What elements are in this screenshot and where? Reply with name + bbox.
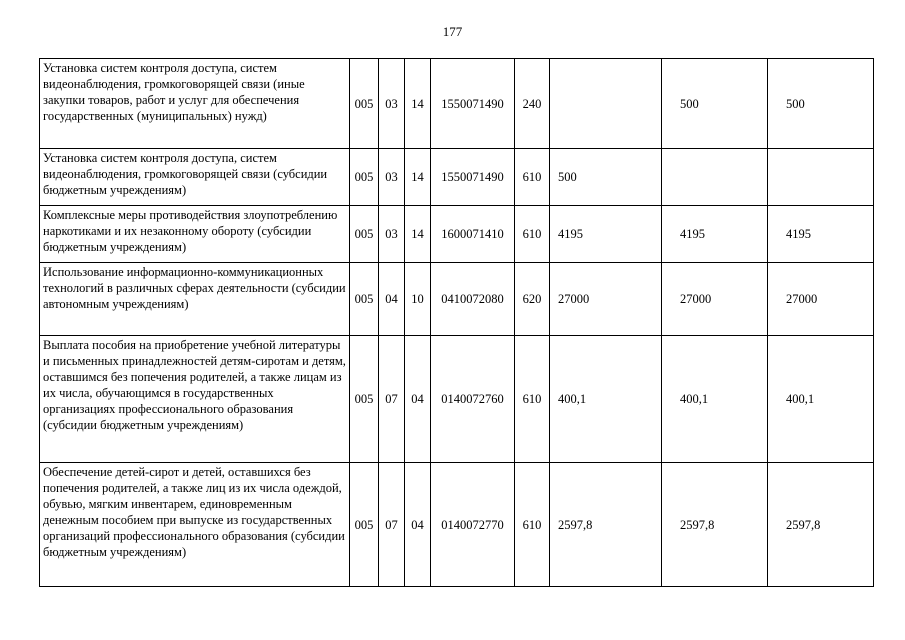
amount-year-3-cell: 2597,8 (768, 463, 874, 587)
section-code-cell: 04 (379, 263, 405, 336)
section-code-cell: 03 (379, 206, 405, 263)
subsection-code-cell: 10 (405, 263, 431, 336)
amount-year-2-cell: 400,1 (662, 336, 768, 463)
target-article-cell: 1550071490 (431, 149, 515, 206)
amount-year-3-cell (768, 149, 874, 206)
amount-year-3-cell: 27000 (768, 263, 874, 336)
row-description: Обеспечение детей-сирот и детей, оставшихся без попечения родителей, а также лиц из их числа одеждой, обувью, мягким инвентарем, единовременным денежным пособием при выпуске из государственных организаций профессионального образования (субсидии бюджетным учреждениям) (40, 463, 350, 587)
subsection-code-cell: 04 (405, 463, 431, 587)
subsection-code-cell: 14 (405, 59, 431, 149)
admin-code-cell: 005 (350, 336, 379, 463)
table-row (40, 463, 874, 587)
section-code-cell: 07 (379, 463, 405, 587)
expense-kind-cell: 610 (515, 463, 550, 587)
row-description: Установка систем контроля доступа, систем видеонаблюдения, громкоговорящей связи (иные закупки товаров, работ и услуг для обеспечения государственных (муниципальных) нужд) (40, 59, 350, 149)
amount-year-1-cell (550, 59, 662, 149)
amount-year-1-cell: 27000 (550, 263, 662, 336)
admin-code-cell: 005 (350, 59, 379, 149)
expense-kind-cell: 610 (515, 206, 550, 263)
section-code-cell: 03 (379, 149, 405, 206)
row-description: Установка систем контроля доступа, систем видеонаблюдения, громкоговорящей связи (субсидии бюджетным учреждениям) (40, 149, 350, 206)
amount-year-2-cell: 4195 (662, 206, 768, 263)
target-article-cell: 0410072080 (431, 263, 515, 336)
amount-year-2-cell: 500 (662, 59, 768, 149)
target-article-cell: 1600071410 (431, 206, 515, 263)
amount-year-2-cell: 27000 (662, 263, 768, 336)
admin-code-cell: 005 (350, 463, 379, 587)
row-description: Комплексные меры противодействия злоупотреблению наркотиками и их незаконному обороту (субсидии бюджетным учреждениям) (40, 206, 350, 263)
amount-year-1-cell: 500 (550, 149, 662, 206)
table-row (40, 263, 874, 336)
row-description: Выплата пособия на приобретение учебной литературы и письменных принадлежностей детям-сиротам и детям, оставшимся без попечения родителей, а также лицам из их числа, обучающимся в государственных организациях профессионального образования (субсидии бюджетным учреждениям) (40, 336, 350, 463)
section-code-cell: 03 (379, 59, 405, 149)
admin-code-cell: 005 (350, 206, 379, 263)
subsection-code-cell: 14 (405, 149, 431, 206)
amount-year-2-cell (662, 149, 768, 206)
subsection-code-cell: 04 (405, 336, 431, 463)
table-row (40, 336, 874, 463)
section-code-cell: 07 (379, 336, 405, 463)
page-number: 177 (442, 24, 463, 39)
budget-table (39, 58, 874, 587)
amount-year-3-cell: 4195 (768, 206, 874, 263)
target-article-cell: 0140072760 (431, 336, 515, 463)
amount-year-1-cell: 4195 (550, 206, 662, 263)
amount-year-2-cell: 2597,8 (662, 463, 768, 587)
row-description: Использование информационно-коммуникационных технологий в различных сферах деятельности (субсидии автономным учреждениям) (40, 263, 350, 336)
expense-kind-cell: 610 (515, 149, 550, 206)
target-article-cell: 1550071490 (431, 59, 515, 149)
amount-year-1-cell: 2597,8 (550, 463, 662, 587)
table-row (40, 59, 874, 149)
amount-year-3-cell: 500 (768, 59, 874, 149)
admin-code-cell: 005 (350, 263, 379, 336)
table-row (40, 149, 874, 206)
expense-kind-cell: 610 (515, 336, 550, 463)
admin-code-cell: 005 (350, 149, 379, 206)
amount-year-1-cell: 400,1 (550, 336, 662, 463)
target-article-cell: 0140072770 (431, 463, 515, 587)
expense-kind-cell: 620 (515, 263, 550, 336)
subsection-code-cell: 14 (405, 206, 431, 263)
amount-year-3-cell: 400,1 (768, 336, 874, 463)
table-row (40, 206, 874, 263)
expense-kind-cell: 240 (515, 59, 550, 149)
